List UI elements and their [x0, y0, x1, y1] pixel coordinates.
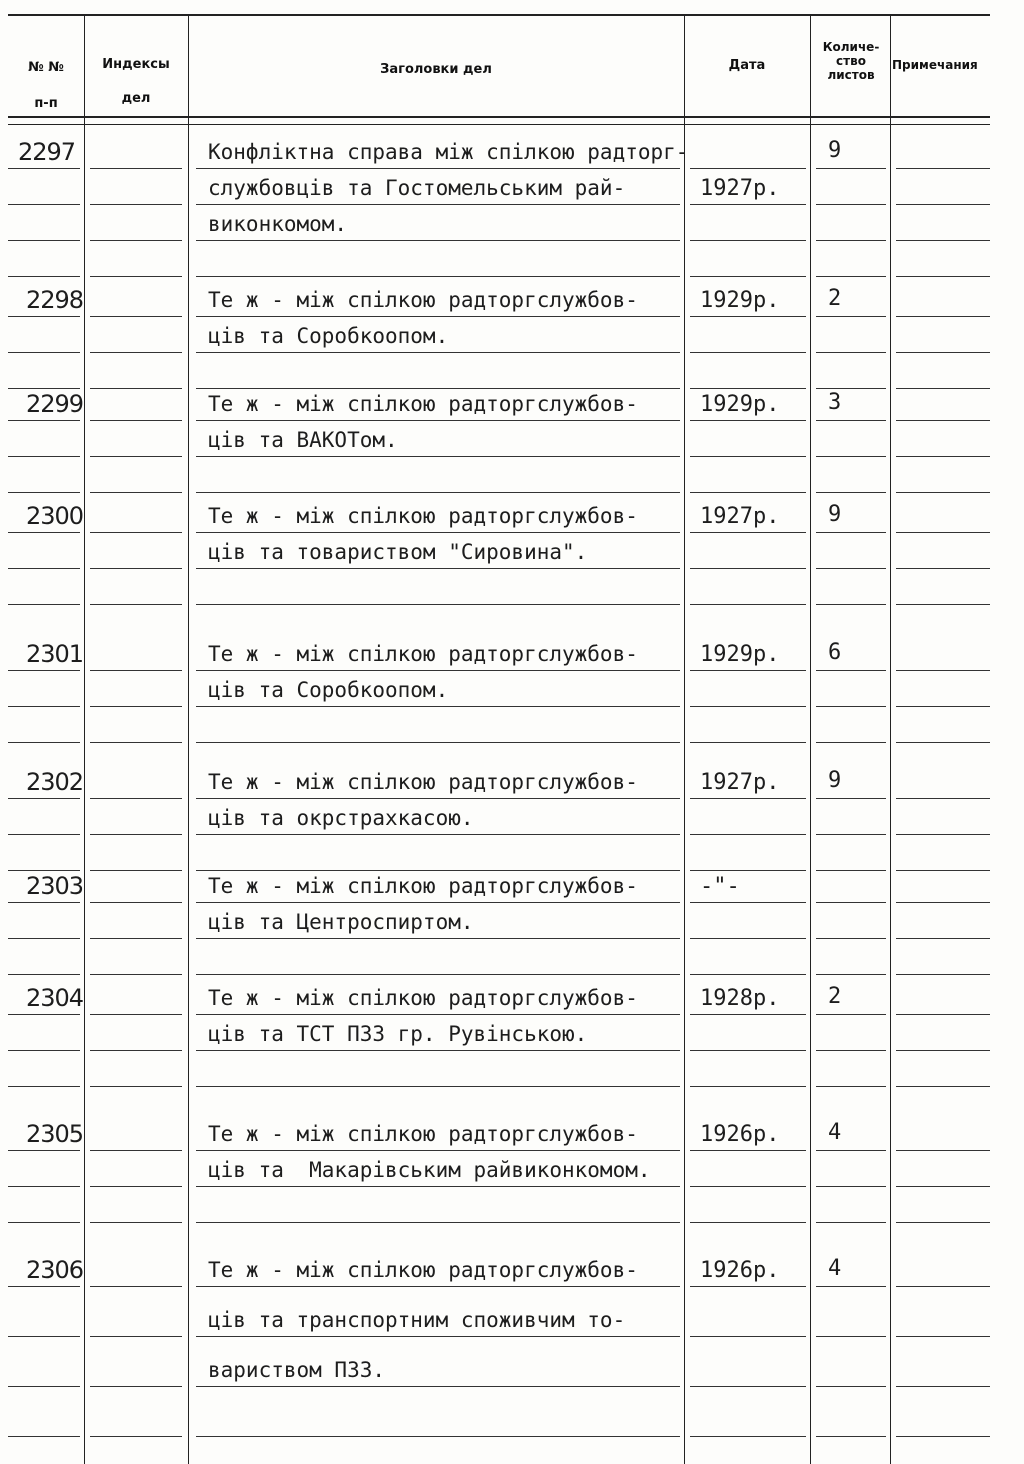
column-divider	[188, 16, 189, 1464]
case-number: 2304	[26, 984, 84, 1012]
ruled-line	[90, 168, 182, 169]
column-divider	[684, 16, 685, 1464]
ruled-line	[8, 870, 80, 871]
ruled-line	[90, 1222, 182, 1223]
ruled-line	[690, 1286, 806, 1287]
ruled-line	[196, 1150, 680, 1151]
ruled-line	[196, 742, 680, 743]
ruled-line	[196, 1014, 680, 1015]
ruled-line	[816, 240, 886, 241]
case-title-line: Те ж - мiж спiлкою радторгслужбов-	[208, 1122, 638, 1146]
header-index-label: Индексы дел	[102, 57, 170, 106]
ruled-line	[816, 604, 886, 605]
case-title-line: службовцiв та Гостомельським рай-	[208, 176, 626, 200]
ruled-line	[196, 456, 680, 457]
ruled-line	[896, 604, 990, 605]
ruled-line	[690, 798, 806, 799]
header-date: Дата	[728, 58, 766, 73]
case-date: 1929р.	[700, 642, 780, 667]
sheet-count: 9	[828, 502, 842, 527]
case-number: 2306	[26, 1256, 84, 1284]
ruled-line	[90, 870, 182, 871]
case-title-line: цiв та Соробкоопом.	[208, 678, 449, 702]
header-count-label: Количе- ство листов	[822, 40, 880, 82]
ruled-line	[690, 456, 806, 457]
ruled-line	[196, 798, 680, 799]
ruled-line	[816, 938, 886, 939]
ruled-line	[690, 316, 806, 317]
ruled-line	[196, 352, 680, 353]
ruled-line	[8, 240, 80, 241]
ruled-line	[816, 1086, 886, 1087]
header-number	[8, 50, 84, 122]
ruled-line	[196, 276, 680, 277]
ruled-line	[816, 742, 886, 743]
ruled-line	[816, 1286, 886, 1287]
ruled-line	[8, 1014, 80, 1015]
ruled-line	[690, 938, 806, 939]
ruled-line	[896, 1336, 990, 1337]
case-title-line: Те ж - мiж спiлкою радторгслужбов-	[208, 1258, 638, 1282]
ruled-line	[816, 532, 886, 533]
ruled-line	[196, 492, 680, 493]
ruled-line	[816, 706, 886, 707]
ruled-line	[8, 316, 80, 317]
ruled-line	[90, 834, 182, 835]
ruled-line	[896, 456, 990, 457]
ruled-line	[690, 420, 806, 421]
ruled-line	[690, 706, 806, 707]
case-title-line: Те ж - мiж спiлкою радторгслужбов-	[208, 392, 638, 416]
ruled-line	[8, 1286, 80, 1287]
ruled-line	[90, 798, 182, 799]
ruled-line	[896, 706, 990, 707]
case-title-line: Конфлiктна справа мiж спiлкою радторг-	[208, 140, 689, 164]
ruled-line	[896, 1186, 990, 1187]
ruled-line	[896, 420, 990, 421]
ruled-line	[196, 938, 680, 939]
ruled-line	[196, 1336, 680, 1337]
ruled-line	[816, 492, 886, 493]
case-number: 2305	[26, 1120, 84, 1148]
ruled-line	[196, 834, 680, 835]
ruled-line	[90, 742, 182, 743]
column-divider	[84, 16, 85, 1464]
header-notes: Примечания	[892, 58, 978, 72]
ruled-line	[690, 1436, 806, 1437]
ruled-line	[196, 870, 680, 871]
ruled-line	[8, 532, 80, 533]
ruled-line	[8, 204, 80, 205]
case-title-line: Те ж - мiж спiлкою радторгслужбов-	[208, 874, 638, 898]
ruled-line	[8, 670, 80, 671]
ruled-line	[816, 1050, 886, 1051]
case-date: 1927р.	[700, 770, 780, 795]
case-title-line: Те ж - мiж спiлкою радторгслужбов-	[208, 504, 638, 528]
case-title-line: цiв та Соробкоопом.	[208, 324, 449, 348]
ruled-line	[816, 420, 886, 421]
ruled-line	[816, 1336, 886, 1337]
ruled-line	[690, 1050, 806, 1051]
ruled-line	[816, 1436, 886, 1437]
column-divider	[890, 16, 891, 1464]
ruled-line	[8, 706, 80, 707]
ruled-line	[816, 276, 886, 277]
ruled-line	[8, 352, 80, 353]
sheet-count: 4	[828, 1120, 842, 1145]
ruled-line	[896, 1286, 990, 1287]
ruled-line	[690, 670, 806, 671]
ruled-line	[90, 1336, 182, 1337]
ruled-line	[896, 1150, 990, 1151]
case-title-line: цiв та окрстрахкасою.	[208, 806, 474, 830]
ruled-line	[90, 388, 182, 389]
header-bottom-rule	[8, 116, 990, 118]
ruled-line	[896, 1050, 990, 1051]
sheet-count: 6	[828, 640, 842, 665]
ruled-line	[896, 276, 990, 277]
ruled-line	[90, 974, 182, 975]
ruled-line	[8, 168, 80, 169]
case-title-line: Те ж - мiж спiлкою радторгслужбов-	[208, 642, 638, 666]
ruled-line	[816, 902, 886, 903]
ruled-line	[690, 240, 806, 241]
ruled-line	[896, 870, 990, 871]
case-number: 2297	[18, 138, 76, 166]
case-title-line: цiв та транспортним споживчим то-	[208, 1308, 626, 1332]
ruled-line	[690, 276, 806, 277]
ruled-line	[896, 974, 990, 975]
header-count	[812, 40, 890, 82]
header-title: Заголовки дел	[380, 62, 492, 77]
top-rule	[8, 14, 990, 16]
ruled-line	[896, 670, 990, 671]
ruled-line	[690, 532, 806, 533]
ruled-line	[896, 742, 990, 743]
ruled-line	[816, 670, 886, 671]
case-number: 2300	[26, 502, 84, 530]
ruled-line	[896, 1086, 990, 1087]
ruled-line	[690, 604, 806, 605]
ruled-line	[8, 604, 80, 605]
ruled-line	[690, 742, 806, 743]
ruled-line	[90, 670, 182, 671]
ruled-line	[816, 316, 886, 317]
ruled-line	[90, 316, 182, 317]
case-title-line: вариством ПЗЗ.	[208, 1358, 386, 1382]
case-title-line: Те ж - мiж спiлкою радторгслужбов-	[208, 986, 638, 1010]
ruled-line	[690, 1150, 806, 1151]
ruled-line	[196, 420, 680, 421]
sheet-count: 4	[828, 1256, 842, 1281]
ruled-line	[690, 168, 806, 169]
ruled-line	[90, 938, 182, 939]
ruled-line	[196, 240, 680, 241]
ruled-line	[690, 974, 806, 975]
ruled-line	[690, 388, 806, 389]
sheet-count: 2	[828, 286, 842, 311]
ruled-line	[816, 974, 886, 975]
ruled-line	[90, 1386, 182, 1387]
ruled-line	[816, 798, 886, 799]
ruled-line	[196, 532, 680, 533]
case-title-line: цiв та ВАКОТом.	[208, 428, 398, 452]
ruled-line	[90, 1014, 182, 1015]
sheet-count: 9	[828, 768, 842, 793]
case-title-line: виконкомом.	[208, 212, 348, 236]
ruled-line	[90, 420, 182, 421]
case-number: 2298	[26, 286, 84, 314]
ruled-line	[690, 1014, 806, 1015]
ruled-line	[90, 568, 182, 569]
ruled-line	[8, 276, 80, 277]
ruled-line	[8, 1436, 80, 1437]
ruled-line	[196, 568, 680, 569]
ruled-line	[196, 1436, 680, 1437]
ruled-line	[690, 1336, 806, 1337]
ruled-line	[816, 1014, 886, 1015]
ruled-line	[896, 938, 990, 939]
ruled-line	[816, 168, 886, 169]
ruled-line	[8, 492, 80, 493]
case-date: -"-	[700, 874, 740, 899]
case-title-line: цiв та товариством "Сировина".	[208, 540, 588, 564]
ruled-line	[8, 1386, 80, 1387]
ruled-line	[196, 1086, 680, 1087]
ruled-line	[816, 352, 886, 353]
sheet-count: 3	[828, 390, 842, 415]
ruled-line	[196, 1186, 680, 1187]
case-title-line: Те ж - мiж спiлкою радторгслужбов-	[208, 770, 638, 794]
ruled-line	[816, 456, 886, 457]
ruled-line	[8, 1222, 80, 1223]
ruled-line	[896, 1222, 990, 1223]
ruled-line	[8, 420, 80, 421]
ruled-line	[896, 1014, 990, 1015]
sheet-count: 2	[828, 984, 842, 1009]
ruled-line	[90, 1150, 182, 1151]
ruled-line	[896, 1436, 990, 1437]
ruled-line	[196, 1222, 680, 1223]
ruled-line	[90, 204, 182, 205]
case-number: 2303	[26, 872, 84, 900]
ruled-line	[896, 388, 990, 389]
ruled-line	[816, 834, 886, 835]
ruled-line	[90, 456, 182, 457]
ruled-line	[196, 604, 680, 605]
ruled-line	[8, 938, 80, 939]
ruled-line	[90, 1050, 182, 1051]
ruled-line	[896, 240, 990, 241]
ruled-line	[690, 204, 806, 205]
ruled-line	[896, 834, 990, 835]
case-title-line: цiв та Макарiвським райвиконкомом.	[208, 1158, 651, 1182]
ruled-line	[8, 798, 80, 799]
ruled-line	[896, 352, 990, 353]
ruled-line	[196, 168, 680, 169]
ruled-line	[90, 532, 182, 533]
ruled-line	[896, 532, 990, 533]
ruled-line	[896, 204, 990, 205]
ruled-line	[816, 1222, 886, 1223]
ruled-line	[196, 1386, 680, 1387]
ruled-line	[90, 276, 182, 277]
ruled-line	[690, 568, 806, 569]
ruled-line	[90, 902, 182, 903]
ruled-line	[90, 1436, 182, 1437]
ruled-line	[196, 388, 680, 389]
ruled-line	[690, 902, 806, 903]
case-title-line: цiв та Центроспиртом.	[208, 910, 474, 934]
ruled-line	[816, 870, 886, 871]
ruled-line	[196, 706, 680, 707]
ruled-line	[196, 316, 680, 317]
ruled-line	[90, 240, 182, 241]
case-date: 1927р.	[700, 504, 780, 529]
ruled-line	[8, 974, 80, 975]
ruled-line	[8, 568, 80, 569]
ruled-line	[196, 204, 680, 205]
case-number: 2302	[26, 768, 84, 796]
ruled-line	[690, 834, 806, 835]
column-divider	[810, 16, 811, 1464]
case-date: 1929р.	[700, 288, 780, 313]
ruled-line	[896, 316, 990, 317]
ruled-line	[196, 902, 680, 903]
ruled-line	[690, 492, 806, 493]
ruled-line	[816, 568, 886, 569]
ruled-line	[896, 1386, 990, 1387]
ruled-line	[896, 568, 990, 569]
ruled-line	[90, 1286, 182, 1287]
case-date: 1928р.	[700, 986, 780, 1011]
case-title-line: Те ж - мiж спiлкою радторгслужбов-	[208, 288, 638, 312]
ruled-line	[816, 1150, 886, 1151]
ruled-line	[816, 1186, 886, 1187]
ruled-line	[8, 1336, 80, 1337]
ruled-line	[690, 1222, 806, 1223]
case-title-line: цiв та ТСТ ПЗЗ гр. Рувiнською.	[208, 1022, 588, 1046]
ruled-line	[816, 1386, 886, 1387]
case-date: 1927р.	[700, 176, 780, 201]
ruled-line	[8, 388, 80, 389]
sheet-count: 9	[828, 138, 842, 163]
ruled-line	[816, 204, 886, 205]
ruled-line	[8, 742, 80, 743]
ruled-line	[90, 604, 182, 605]
ruled-line	[896, 798, 990, 799]
case-number: 2301	[26, 640, 84, 668]
ruled-line	[690, 1086, 806, 1087]
case-date: 1926р.	[700, 1258, 780, 1283]
ruled-line	[196, 974, 680, 975]
ruled-line	[690, 352, 806, 353]
ruled-line	[90, 706, 182, 707]
ruled-line	[8, 902, 80, 903]
ruled-line	[896, 902, 990, 903]
ruled-line	[690, 870, 806, 871]
ruled-line	[90, 1186, 182, 1187]
case-date: 1929р.	[700, 392, 780, 417]
ruled-line	[8, 1086, 80, 1087]
ruled-line	[196, 670, 680, 671]
case-number: 2299	[26, 390, 84, 418]
ruled-line	[690, 1386, 806, 1387]
ruled-line	[8, 1186, 80, 1187]
ruled-line	[816, 388, 886, 389]
ruled-line	[8, 1150, 80, 1151]
ruled-line	[8, 834, 80, 835]
ruled-line	[896, 492, 990, 493]
ruled-line	[90, 352, 182, 353]
ruled-line	[196, 1050, 680, 1051]
ruled-line	[690, 1186, 806, 1187]
case-date: 1926р.	[700, 1122, 780, 1147]
ruled-line	[8, 456, 80, 457]
header-number-label: № № п-п	[28, 60, 64, 111]
ruled-line	[90, 492, 182, 493]
header-index	[86, 48, 186, 116]
ruled-line	[196, 1286, 680, 1287]
ruled-line	[90, 1086, 182, 1087]
header-bottom-rule-2	[8, 124, 990, 125]
ruled-line	[8, 1050, 80, 1051]
ruled-line	[896, 168, 990, 169]
